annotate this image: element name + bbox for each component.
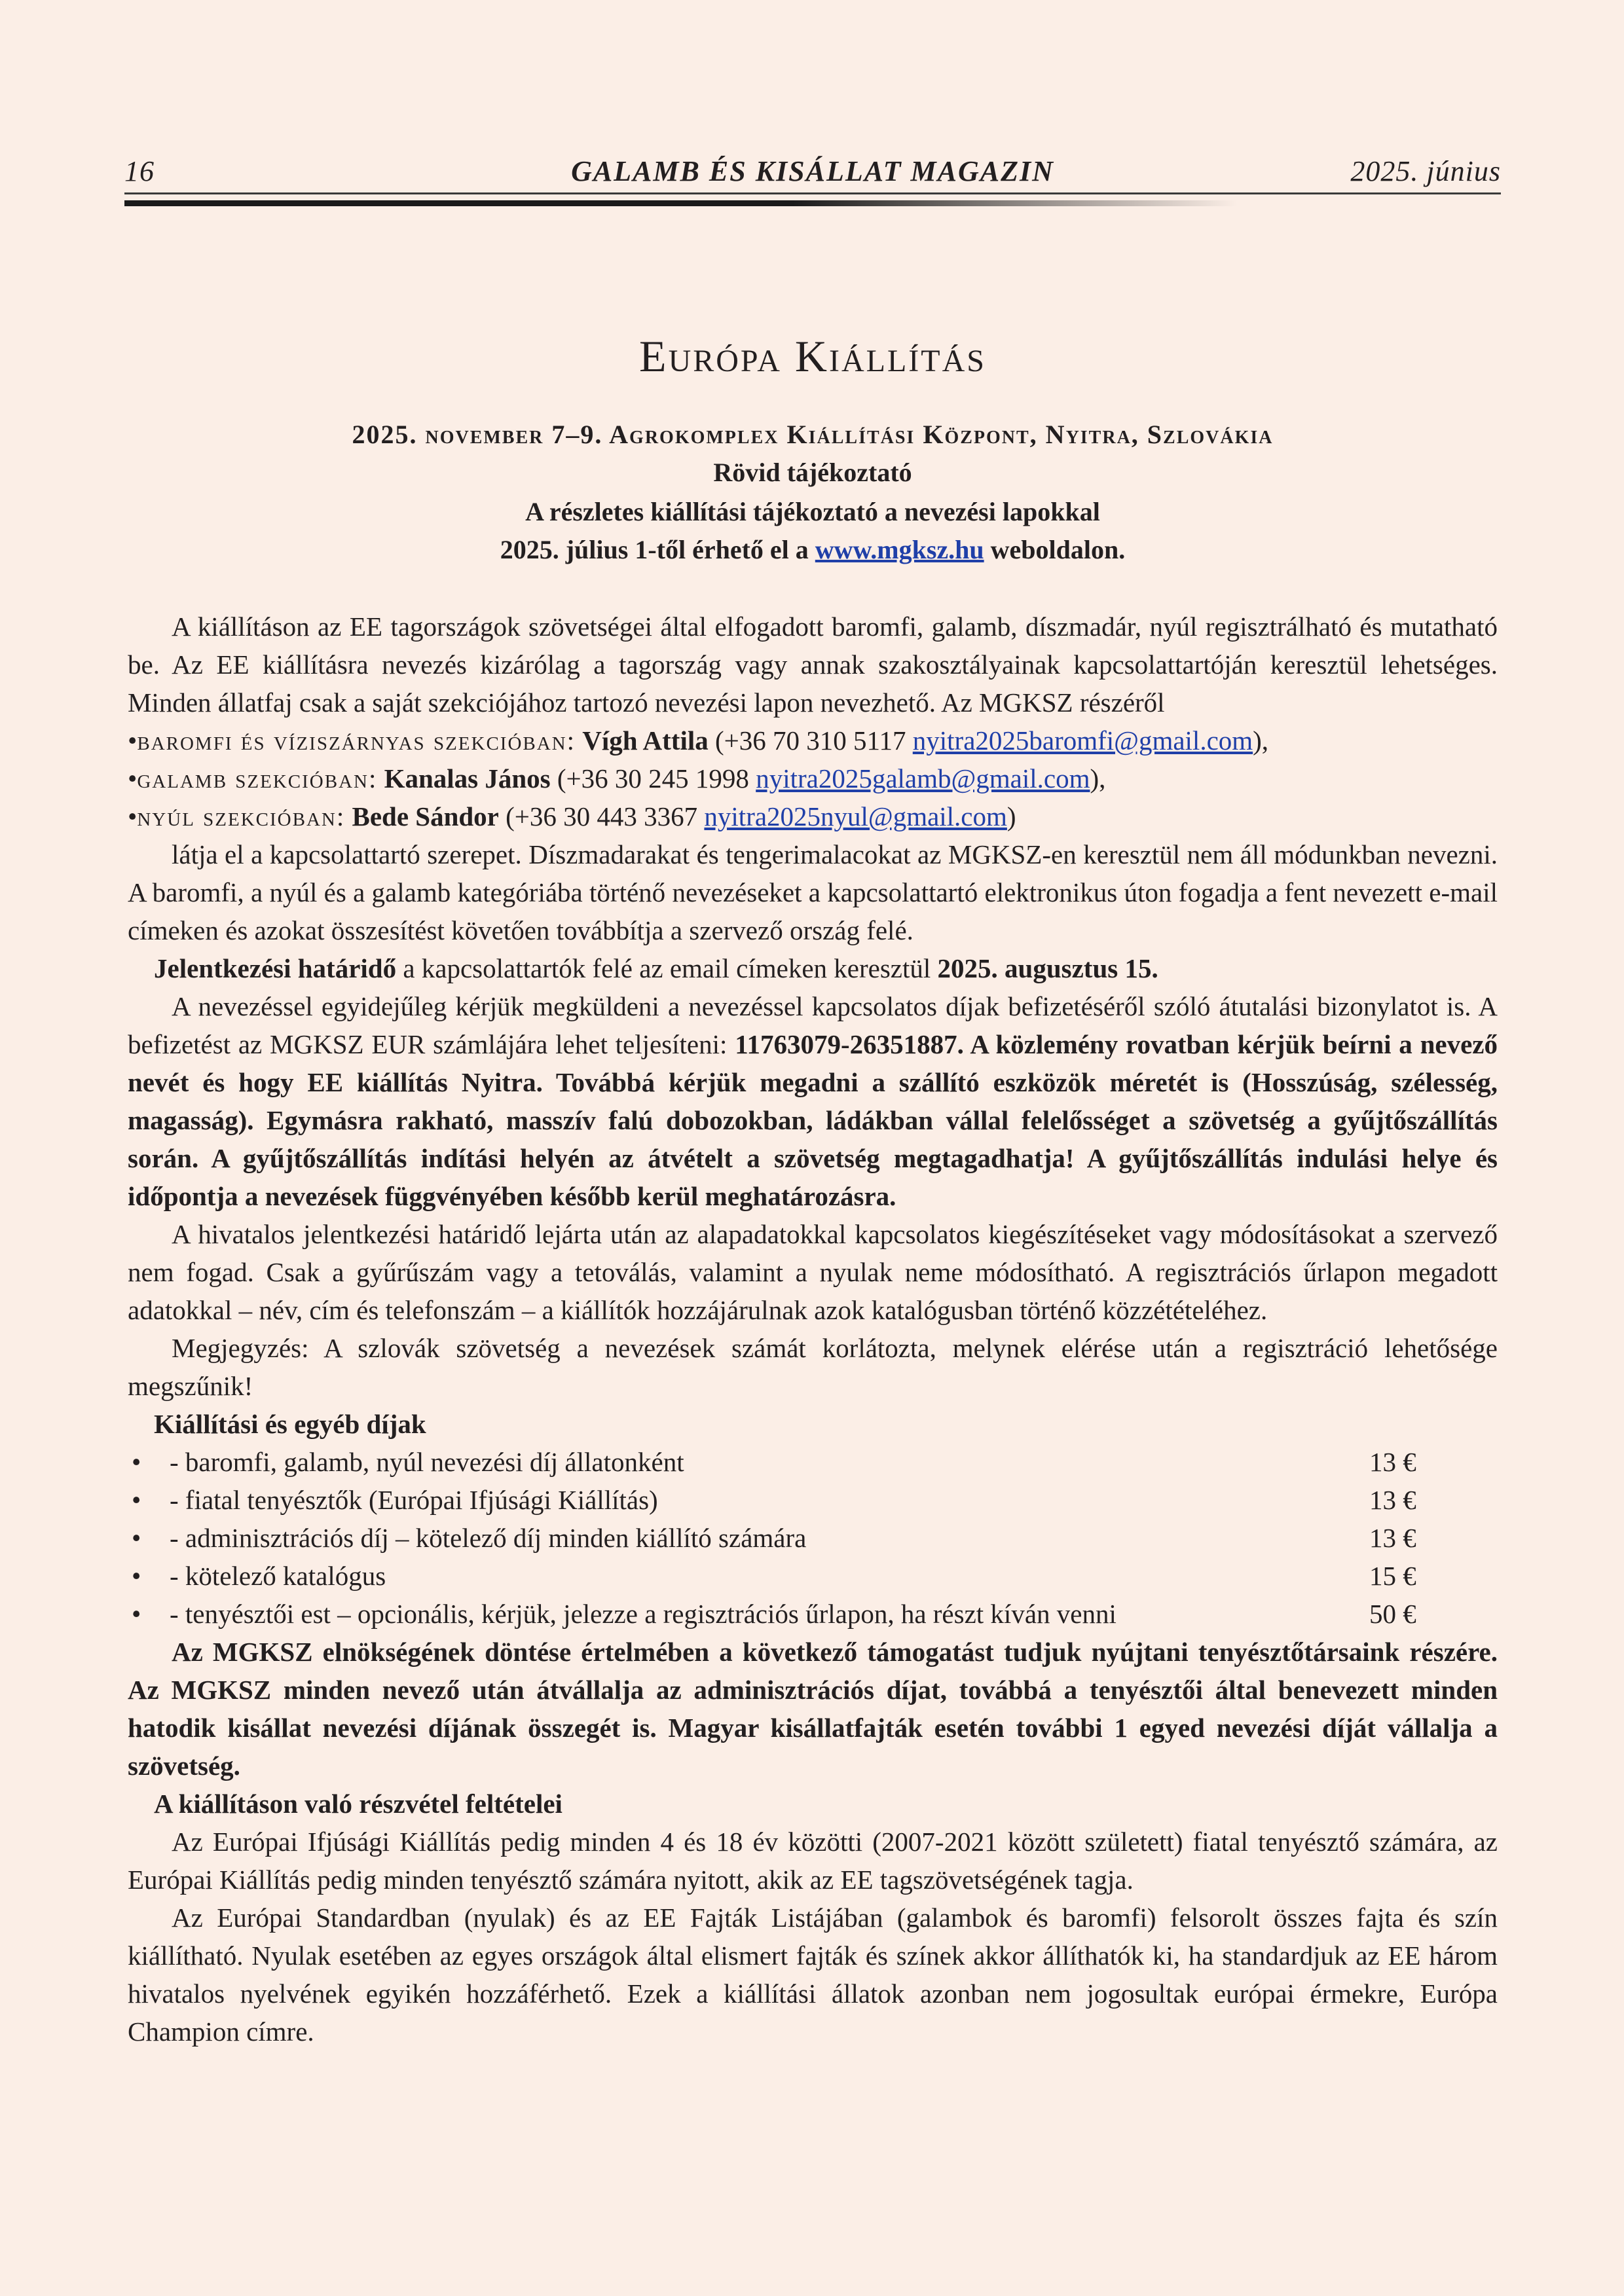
running-header: [124, 155, 1501, 194]
support-paragraph: [128, 1633, 1498, 1785]
fee-price: 15 €: [1369, 1561, 1416, 1591]
section-label: baromfi és víziszárnyas szekcióban:: [137, 725, 576, 756]
detail-line: A részletes kiállítási tájékoztató a nevezési lapokkal: [525, 497, 1100, 526]
bullet: •: [132, 1485, 141, 1515]
fee-item: [128, 1443, 1498, 1481]
article-title: Európa Kiállítás: [639, 331, 986, 381]
contact-phone: (+36 70 310 5117: [715, 725, 906, 756]
conditions-heading: [128, 1785, 1498, 1823]
payment-paragraph: [128, 987, 1498, 1215]
availability-prefix: 2025. július 1-től érhető el a: [500, 535, 809, 564]
fee-price: 13 €: [1369, 1523, 1416, 1553]
fee-label: - adminisztrációs díj – kötelező díj minden kiállító számára: [170, 1523, 807, 1553]
header-rule-thick: [124, 200, 1238, 206]
deadline-label: Jelentkezési határidő: [154, 953, 397, 983]
fee-item: [128, 1481, 1498, 1519]
contact-name: Bede Sándor: [352, 801, 499, 831]
bullet: •: [128, 725, 138, 756]
contact-end: ): [1006, 801, 1016, 831]
magazine-title: GALAMB ÉS KISÁLLAT MAGAZIN: [571, 155, 1054, 187]
fee-label: - baromfi, galamb, nyúl nevezési díj állatonként: [170, 1447, 684, 1477]
page-number: 16: [124, 155, 155, 187]
header-rule-thin: [124, 192, 1501, 194]
fee-label: - tenyésztői est – opcionális, kérjük, jelezze a regisztrációs űrlapon, ha részt kíván venni: [170, 1599, 1116, 1629]
deadline-date: 2025. augusztus 15.: [937, 953, 1158, 983]
contact-baromfi: [128, 721, 1498, 759]
deadline-paragraph: [128, 949, 1498, 987]
section-label: galamb szekcióban:: [137, 763, 378, 793]
conditions-paragraph-2: Az Európai Standardban (nyulak) és az EE Fajták Listájában (galambok és baromfi) felsorolt összes fajta és szín kiállítható. Nyulak esetében az egyes országok által elismert fajták és színek akkor állíthatók ki, ha standardjuk az EE három hivatalos nyelvének egyikén hozzáférhető. Ezek a kiállítási állatok azonban nem jogosultak európai érmekre, Európa Champion címre.: [128, 1903, 1498, 2047]
fee-item: [128, 1557, 1498, 1595]
after-contacts-paragraph: látja el a kapcsolattartó szerepet. Díszmadarakat és tengerimalacokat az MGKSZ-en keresztül nem áll módunkban nevezni. A baromfi, a nyúl és a galamb kategóriába történő nevezéseket a kapcsolattartó elektronikus úton fogadja a fent nevezett e-mail címeken és azokat összesítést követően továbbítja a szervező ország felé.: [128, 839, 1498, 945]
conditions-paragraph-1: Az Európai Ifjúsági Kiállítás pedig minden 4 és 18 év közötti (2007-2021 között született) fiatal tenyésztő számára, az Európai Kiállítás pedig minden tenyésztő számára nyitott, akik az EE tagszövetségének tagja.: [128, 1827, 1498, 1895]
fee-label: - kötelező katalógus: [170, 1561, 386, 1591]
contact-end: ),: [1090, 763, 1106, 793]
fee-price: 50 €: [1369, 1599, 1416, 1629]
contact-email-link[interactable]: nyitra2025baromfi@gmail.com: [912, 725, 1253, 756]
intro-paragraph: A kiállításon az EE tagországok szövetségei által elfogadott baromfi, galamb, díszmadár, nyúl regisztrálható és mutatható be. Az EE kiállításra nevezés kizárólag a tagország vagy annak szakosztályainak kapcsolattartóján keresztül lehetséges. Minden állatfaj csak a saját szekciójához tartozó nevezési lapon nevezhető. Az MGKSZ részéről: [128, 611, 1498, 718]
availability-line: [124, 534, 1501, 565]
contact-name: Kanalas János: [384, 763, 551, 793]
contact-end: ),: [1253, 725, 1269, 756]
fee-price: 13 €: [1369, 1447, 1416, 1477]
bullet: •: [132, 1523, 141, 1553]
bullet: •: [132, 1599, 141, 1629]
official-deadline-paragraph: A hivatalos jelentkezési határidő lejárta után az alapadatokkal kapcsolatos kiegészítéseket vagy módosításokat a szervező nem fogad. Csak a gyűrűszám vagy a tetoválás, valamint a nyulak neme módosítható. A regisztrációs űrlapon megadott adatokkal – név, cím és telefonszám – a kiállítók hozzájárulnak azok katalógusban történő közzétételéhez.: [128, 1219, 1498, 1325]
contact-galamb: [128, 759, 1498, 797]
section-label: nyúl szekcióban:: [137, 801, 346, 831]
fees-heading-text: Kiállítási és egyéb díjak: [154, 1409, 426, 1439]
bullet: •: [132, 1561, 141, 1591]
contact-email-link[interactable]: nyitra2025galamb@gmail.com: [756, 763, 1090, 793]
conditions-heading-text: A kiállításon való részvétel feltételei: [154, 1789, 563, 1819]
payment-text: A nevezéssel egyidejűleg kérjük megküldeni a nevezéssel kapcsolatos díjak befizetéséről szóló átutalási bizonylatot is. A befizetést az MGKSZ EUR számlájára lehet teljesíteni:: [128, 991, 1498, 1059]
event-line: 2025. november 7–9. Agrokomplex Kiállítási Központ, Nyitra, Szlovákia: [352, 420, 1274, 449]
fee-price: 13 €: [1369, 1485, 1416, 1515]
contact-phone: (+36 30 245 1998: [557, 763, 749, 793]
fees-list: [128, 1443, 1498, 1633]
note-paragraph: Megjegyzés: A szlovák szövetség a nevezések számát korlátozta, melynek elérése után a regisztráció lehetősége megszűnik!: [128, 1333, 1498, 1401]
bullet: •: [128, 763, 138, 793]
fees-heading: [128, 1405, 1498, 1443]
contact-nyul: [128, 797, 1498, 835]
brief-line: Rövid tájékoztató: [713, 458, 912, 487]
website-link[interactable]: www.mgksz.hu: [815, 535, 984, 564]
deadline-middle: a kapcsolattartók felé az email címeken keresztül: [403, 953, 931, 983]
availability-suffix: weboldalon.: [990, 535, 1126, 564]
bullet: •: [128, 801, 138, 831]
support-text: Az MGKSZ elnökségének döntése értelmében a következő támogatást tudjuk nyújtani tenyésztőtársaink részére. Az MGKSZ minden nevező után átvállalja az adminisztrációs díjat, továbbá a tenyésztői által benevezett minden hatodik kisállat nevezési díjának összegét is. Magyar kisállatfajták esetén további 1 egyed nevezési díját vállalja a szövetség.: [128, 1637, 1498, 1781]
fee-item: [128, 1595, 1498, 1633]
contact-email-link[interactable]: nyitra2025nyul@gmail.com: [704, 801, 1007, 831]
contact-phone: (+36 30 443 3367: [506, 801, 698, 831]
contact-name: Vígh Attila: [582, 725, 709, 756]
issue-date: 2025. június: [1350, 155, 1501, 187]
fee-label: - fiatal tenyésztők (Európai Ifjúsági Kiállítás): [170, 1485, 658, 1515]
payment-bold: 11763079-26351887. A közlemény rovatban kérjük beírni a nevező nevét és hogy EE kiállítás Nyitra. Továbbá kérjük megadni a szállító eszközök méretét is (Hosszúság, szélesség, magasság). Egymásra rakható, masszív falú dobozokban, ládákban vállal felelősséget a szövetség a gyűjtőszállítás során. A gyűjtőszállítás indítási helyén az átvételt a szövetség megtagadhatja! A gyűjtőszállítás indulási helye és időpontja a nevezések függvényében később kerül meghatározásra.: [128, 1029, 1498, 1211]
article-body: [128, 608, 1498, 2050]
bullet: •: [132, 1447, 141, 1477]
fee-item: [128, 1519, 1498, 1557]
